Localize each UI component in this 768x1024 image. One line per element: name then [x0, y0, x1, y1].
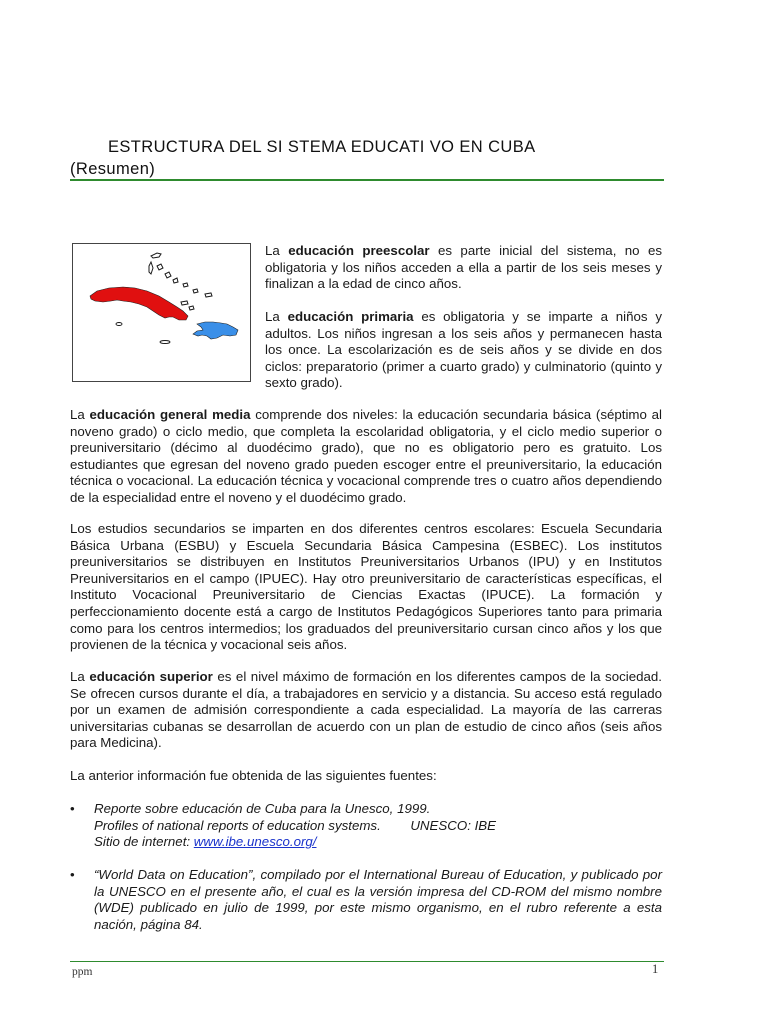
bahamas-shape [151, 253, 161, 258]
source-list-item [70, 801, 662, 853]
title-subtitle: (Resumen) [70, 160, 156, 178]
title-divider [70, 179, 664, 181]
paragraph-fuentes-intro: La anterior información fue obtenida de las siguientes fuentes: [70, 768, 437, 783]
term-preescolar: educación preescolar [288, 243, 430, 258]
source-1-line2: Profiles of national reports of education systems. UNESCO: IBE [94, 817, 497, 833]
bahamas-island-9 [181, 301, 188, 305]
footer-divider [70, 961, 664, 962]
title-main: ESTRUCTURA DEL SI STEMA EDUCATI VO EN CUBA [108, 138, 536, 156]
bahamas-island-6 [183, 283, 188, 287]
source-1-line3: Sitio de internet: www.ibe.unesco.org/ [94, 834, 317, 850]
source-1-line1: Reporte sobre educación de Cuba para la Unesco, 1999. [94, 801, 431, 816]
page-number: 1 [652, 962, 659, 976]
term-primaria: educación primaria [287, 309, 414, 324]
term-superior: educación superior [89, 669, 213, 684]
document-title [70, 136, 664, 180]
paragraph-primaria: La educación primaria es obligatoria y se imparte a niños y adultos. Los niños ingresan a los seis años y permanecen hasta los once. La escolarización es de seis años y se divide en dos ciclos: preparatorio (primer a cuarto grado) y culminatorio (quinto y sexto grado). [265, 309, 662, 391]
footer-initials: ppm [72, 966, 93, 978]
bullet-icon: • [70, 801, 75, 816]
caribbean-map-image [72, 243, 251, 382]
bahamas-island-4 [165, 272, 171, 278]
turks-island [189, 306, 194, 310]
bullet-icon: • [70, 867, 75, 882]
cuba-shape [90, 287, 188, 320]
bahamas-island-5 [173, 278, 178, 283]
source-1-text [94, 801, 662, 851]
caribbean-map-svg [73, 244, 250, 381]
paragraph-secundarios: Los estudios secundarios se imparten en dos diferentes centros escolares: Escuela Secundaria Básica Urbana (ESBU) y Escuela Secundaria Básica Campesina (ESBEC). Los institutos preuniversitarios se distribuyen en Institutos Preuniversitarios Urbanos (IPU) y en Institutos Preuniversitarios en el campo (IPUEC). Hay otro preuniversitario de características específicas, el Instituto Vocacional Preuniversitario de Ciencias Exactas (IPUCE). La formación y perfeccionamiento docente está a cargo de Institutos Pedagógicos Superiores tanto para primaria como para los centros intermedios; los graduados del preuniversitario cursan cinco años y los que provienen de la técnica y vocacional seis años. [70, 521, 662, 653]
bahamas-island-3 [157, 264, 163, 270]
source-2-text: “World Data on Education”, compilado por el International Bureau of Education, y publicado por la UNESCO en el presente año, el cual es la versión impresa del CD-ROM del mismo nombre (WDE) publicado en julio de 1999, por este mismo organismo, en el rubro referente a esta nación, página 84. [94, 867, 662, 932]
bahamas-island-2 [149, 262, 153, 274]
unesco-link[interactable]: www.ibe.unesco.org/ [193, 834, 317, 850]
paragraph-media: La educación general media comprende dos niveles: la educación secundaria básica (séptimo al noveno grado) o ciclo medio, que completa la escolaridad obligatoria, y el ciclo medio superior o preuniversitario (décimo al duodécimo grado), que no es obligatorio pero es gratuito. Los estudiantes que egresan del noveno grado pueden escoger entre el preuniversitario, la educación técnica o vocacional. La educación técnica y vocacional comprende tres o cuatro años dependiendo de la especialidad entre el noveno y el duodécimo grado. [70, 407, 662, 505]
term-media: educación general media [89, 407, 251, 422]
bahamas-island-8 [205, 293, 212, 297]
isla-juventud-shape [116, 323, 122, 326]
bahamas-island-7 [193, 289, 198, 293]
paragraph-superior: La educación superior es el nivel máximo de formación en los diferentes campos de la sociedad. Se ofrecen cursos durante el día, a trabajadores en servicio y a distancia. Su acceso está regulado por un examen de admisión correspondiente a cada especialidad. La mayoría de las carreras universitarias cubanas se desarrollan de acuerdo con un plan de estudio de cinco años (seis años para Medicina). [70, 669, 662, 751]
jamaica-shape [160, 341, 170, 344]
hispaniola-shape [193, 322, 238, 339]
source-list-item [70, 867, 662, 935]
paragraph-preescolar: La educación preescolar es parte inicial del sistema, no es obligatoria y los niños acceden a ella a partir de los seis meses y finalizan a la edad de cinco años. [265, 243, 662, 292]
